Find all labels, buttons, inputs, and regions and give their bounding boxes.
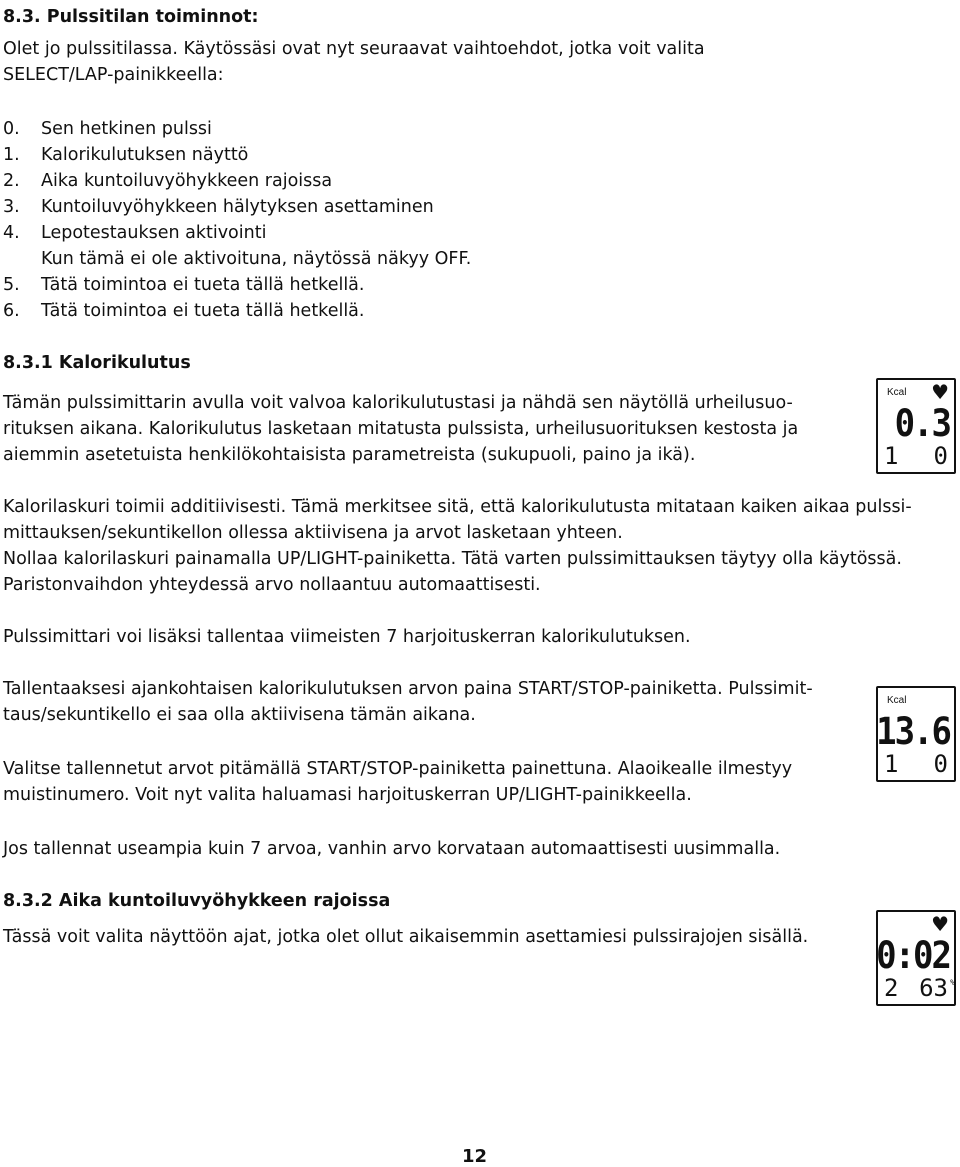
list-item: 4. Lepotestauksen aktivointi [3,223,267,243]
paragraph-line: Tallentaaksesi ajankohtaisen kalorikulutuksen arvon paina START/STOP-painiketta. Pulssimit- [3,679,813,699]
list-item: 6. Tätä toimintoa ei tueta tällä hetkellä. [3,301,365,321]
paragraph-line: Valitse tallennetut arvot pitämällä START/STOP-painiketta painettuna. Alaoikealle ilmestyy [3,759,793,779]
watch-display-kcal-13-6 [876,686,956,782]
list-item: 0. Sen hetkinen pulssi [3,119,212,139]
watch-display-zone-time [876,910,956,1006]
display-main-value: 13.6 [876,710,950,754]
heading-8-3: 8.3. Pulssitilan toiminnot: [3,7,259,27]
list-item: 5. Tätä toimintoa ei tueta tällä hetkellä. [3,275,365,295]
display-sub-value: 63 [919,974,948,1002]
display-main-value: 0.3 [894,402,950,446]
heart-icon: ♥ [931,912,949,936]
page-number: 12 [462,1146,488,1167]
paragraph-line: Pulssimittari voi lisäksi tallentaa viimeisten 7 harjoituskerran kalorikulutuksen. [3,627,691,647]
paragraph-line: Kalorilaskuri toimii additiivisesti. Tämä merkitsee sitä, että kalorikulutusta mitataan kaiken aikaa pulssi- [3,497,912,517]
display-sub-row [884,974,955,1002]
list-item: Kun tämä ei ole aktivoituna, näytössä näkyy OFF. [41,249,472,269]
display-sub-value: 0 [933,750,948,778]
memory-number: 1 [884,750,899,778]
kcal-label: Kcal [887,387,907,398]
list-item: 1. Kalorikulutuksen näyttö [3,145,249,165]
intro-line-2: SELECT/LAP-painikkeella: [3,65,224,85]
paragraph-line: taus/sekuntikello ei saa olla aktiivisena tämän aikana. [3,705,476,725]
heading-8-3-1: 8.3.1 Kalorikulutus [3,353,191,373]
paragraph-line: Tässä voit valita näyttöön ajat, jotka olet ollut aikaisemmin asettamiesi pulssirajojen sisällä. [3,927,809,947]
heading-8-3-2: 8.3.2 Aika kuntoiluvyöhykkeen rajoissa [3,891,391,911]
display-main-value: 0:02 [876,934,950,978]
paragraph-line: mittauksen/sekuntikellon ollessa aktiivisena ja arvot lasketaan yhteen. [3,523,623,543]
paragraph-line: Tämän pulssimittarin avulla voit valvoa kalorikulutustasi ja nähdä sen näytöllä urheilusuo- [3,393,793,413]
kcal-label: Kcal [887,695,907,706]
list-item: 3. Kuntoiluvyöhykkeen hälytyksen asettaminen [3,197,434,217]
percent-unit: % [950,978,955,987]
display-sub-value-wrap [919,974,955,1002]
memory-number: 1 [884,442,899,470]
list-item: 2. Aika kuntoiluvyöhykkeen rajoissa [3,171,333,191]
paragraph-line: Paristonvaihdon yhteydessä arvo nollaantuu automaattisesti. [3,575,541,595]
display-sub-row [884,443,948,469]
paragraph-line: Nollaa kalorilaskuri painamalla UP/LIGHT-painiketta. Tätä varten pulssimittauksen täytyy olla käytössä. [3,549,902,569]
display-sub-value: 0 [933,442,948,470]
heart-icon: ♥ [931,380,949,404]
paragraph-line: rituksen aikana. Kalorikulutus lasketaan mitatusta pulssista, urheilusuorituksen kestosta ja [3,419,799,439]
paragraph-line: aiemmin asetetuista henkilökohtaisista parametreista (sukupuoli, paino ja ikä). [3,445,696,465]
intro-line-1: Olet jo pulssitilassa. Käytössäsi ovat nyt seuraavat vaihtoehdot, jotka voit valita [3,39,705,59]
display-sub-row [884,751,948,777]
zone-number: 2 [884,974,899,1002]
watch-display-kcal-0-3 [876,378,956,474]
paragraph-line: muistinumero. Voit nyt valita haluamasi harjoituskerran UP/LIGHT-painikkeella. [3,785,692,805]
paragraph-line: Jos tallennat useampia kuin 7 arvoa, vanhin arvo korvataan automaattisesti uusimmalla. [3,839,781,859]
